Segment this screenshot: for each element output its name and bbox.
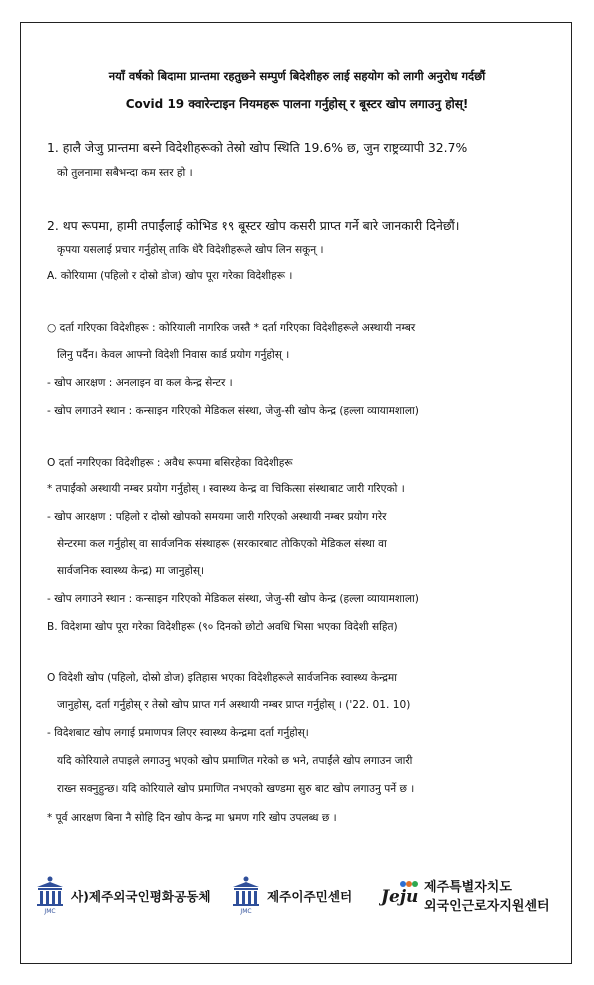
unregistered-heading: O दर्ता नगरिएका विदेशीहरू : अवैध रूपमा बसिरहेका विदेशीहरू: [47, 457, 293, 469]
registered-line1: ○ दर्ता गरिएका विदेशीहरू : कोरियाली नागरिक जस्तै * दर्ता गरिएका विदेशीहरूले अस्थायी नम्बर: [47, 322, 416, 334]
paragraph-1-line1: 1. हालै जेजु प्रान्तमा बस्ने विदेशीहरूको तेस्रो खोप स्थिति 19.6% छ, जुन राष्ट्रव्यापी 32.7%: [47, 140, 468, 155]
svg-text:JMC: JMC: [44, 908, 56, 915]
building-logo-icon: [33, 875, 67, 915]
walk-in-footnote: * पूर्व आरक्षण बिना नै सोहि दिन खोप केन्द्र मा भ्रमण गरि खोप उपलब्ध छ ।: [47, 812, 337, 824]
section-b-heading: B. विदेशमा खोप पूरा गरेका विदेशीहरू (९० दिनको छोटो अवधि भिसा भएका विदेशी सहित): [47, 621, 398, 633]
building-logo-icon: [229, 875, 263, 915]
paragraph-1-line2: को तुलनामा सबैभन्दा कम स्तर हो ।: [57, 167, 193, 179]
abroad-line5: राख्न सक्नुहुन्छ। यदि कोरियाले खोप प्रमाणित नभएको खण्डमा सुरु बाट खोप लगाउनु पर्ने छ ।: [57, 783, 415, 795]
section-a-heading: A. कोरियामा (पहिलो र दोस्रो डोज) खोप पूरा गरेका विदेशीहरू ।: [47, 270, 293, 282]
org3-name-block: [424, 876, 550, 914]
org3-name-line2: 외국인근로자지원센터: [424, 899, 550, 914]
org1-name: 사)제주외국인평화공동체: [71, 888, 211, 904]
unregistered-reservation-line3: सार्वजनिक स्वास्थ्य केन्द्र) मा जानुहोस्।: [57, 565, 205, 577]
abroad-certificate-line: - विदेशबाट खोप लगाई प्रमाणपत्र लिएर स्वास्थ्य केन्द्रमा दर्ता गर्नुहोस्।: [47, 727, 309, 739]
paragraph-2-line1: 2. थप रूपमा, हामी तपाईंलाई कोभिड १९ बूस्टर खोप कसरी प्राप्त गर्ने बारे जानकारी दिनेछौं।: [47, 218, 460, 233]
org3-name-line1: 제주특별자치도: [424, 880, 512, 895]
org2-name: 제주이주민센터: [267, 888, 353, 904]
registered-line2: लिनु पर्दैन। केवल आफ्नो विदेशी निवास कार्ड प्रयोग गर्नुहोस् ।: [57, 349, 290, 361]
logo-jeju-peace-community: [33, 875, 211, 915]
notice-page: [20, 22, 572, 964]
logo-jeju-migrant-center: [229, 875, 352, 915]
registered-vaccination-place: - खोप लगाउने स्थान : कन्साइन गरिएको मेडिकल संस्था, जेजु-सी खोप केन्द्र (हल्ला व्यायामशाला): [47, 405, 419, 417]
unregistered-vaccination-place: - खोप लगाउने स्थान : कन्साइन गरिएको मेडिकल संस्था, जेजु-सी खोप केन्द्र (हल्ला व्यायामशाला): [47, 593, 419, 605]
abroad-line4: यदि कोरियाले तपाइले लगाउनु भएको खोप प्रमाणित गरेको छ भने, तपाईंले खोप लगाउन जारी: [57, 755, 413, 767]
notice-title-line2: Covid 19 क्वारेन्टाइन नियमहरू पालना गर्नुहोस् र बूस्टर खोप लगाउनु होस्!: [125, 97, 469, 111]
abroad-line1: O विदेशी खोप (पहिलो, दोस्रो डोज) इतिहास भएका विदेशीहरूले सार्वजनिक स्वास्थ्य केन्द्रमा: [47, 672, 397, 684]
paragraph-2-line2: कृपया यसलाई प्रचार गर्नुहोस् ताकि धेरै विदेशीहरूले खोप लिन सकून् ।: [57, 244, 324, 256]
registered-reservation: - खोप आरक्षण : अनलाइन वा कल केन्द्र सेन्टर ।: [47, 377, 233, 389]
svg-text:Jeju: Jeju: [381, 887, 419, 907]
abroad-line2: जानुहोस्, दर्ता गर्नुहोस् र तेस्रो खोप प्राप्त गर्न अस्थायी नम्बर प्राप्त गर्नुहोस् । ('22. 01. 10): [57, 699, 411, 711]
notice-title-line1: नयाँ वर्षको बिदामा प्रान्तमा रहतुछने सम्पुर्ण बिदेशीहरु लाई सहयोग को लागी अनुरोध गर्दछौं: [108, 69, 486, 83]
svg-text:JMC: JMC: [240, 908, 252, 915]
jeju-brand-logo-icon: [379, 875, 421, 915]
logo-strip: [21, 875, 573, 935]
unregistered-temp-number: * तपाईंको अस्थायी नम्बर प्रयोग गर्नुहोस् । स्वास्थ्य केन्द्र वा चिकित्सा संस्थाबाट जारी गरिएको ।: [47, 483, 405, 495]
logo-jeju-foreign-worker-center: [379, 875, 550, 915]
unregistered-reservation-line1: - खोप आरक्षण : पहिलो र दोस्रो खोपको समयमा जारी गरिएको अस्थायी नम्बर प्रयोग गरेर: [47, 511, 387, 523]
unregistered-reservation-line2: सेन्टरमा कल गर्नुहोस् वा सार्वजनिक संस्थाहरू (सरकारबाट तोकिएको मेडिकल संस्था वा: [57, 538, 387, 550]
